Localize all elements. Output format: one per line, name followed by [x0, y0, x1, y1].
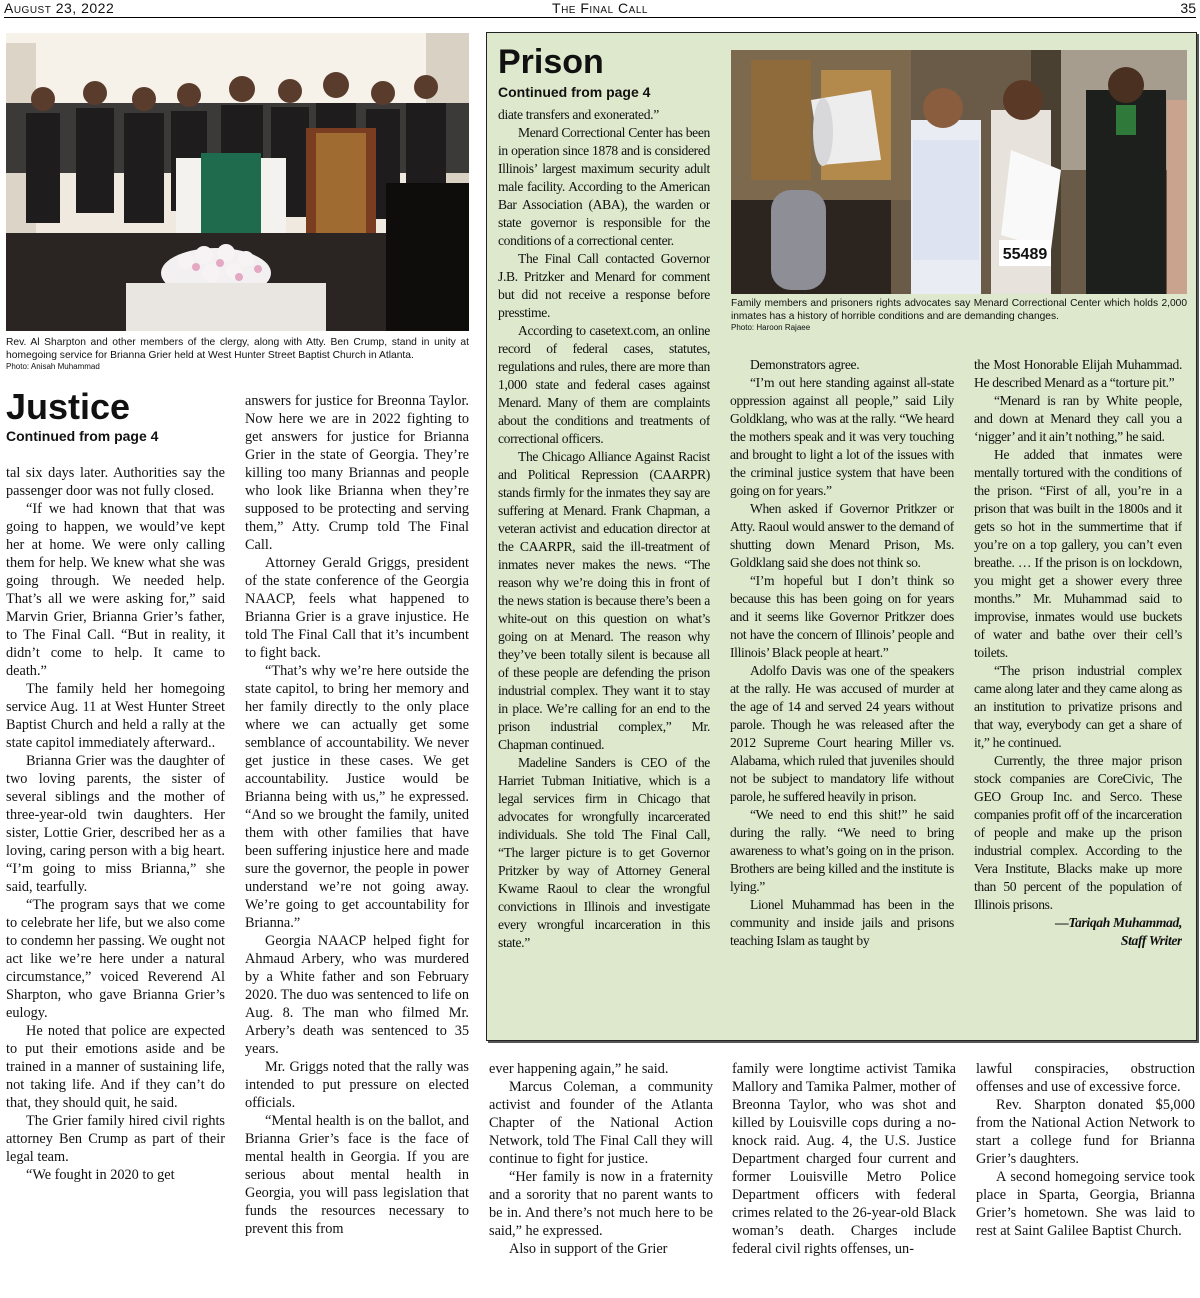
prison-headline: Prison: [498, 43, 604, 81]
author-signoff: [974, 914, 1182, 950]
justice-headline: Justice: [6, 386, 131, 427]
page-header: [4, 0, 1196, 18]
paragraph: The family held her homegoing service Aug. 11 at West Hunter Street Baptist Church and held a rally at the state capitol immediately afterward..: [6, 681, 225, 751]
justice-column-5: [976, 1060, 1195, 1296]
paragraph: The Final Call contacted Governor J.B. Pritzker and Menard for comment but did not receive a response before presstime.: [498, 251, 710, 320]
paragraph: “Her family is now in a fraternity and a sorority that no parent wants to be in. And there’s not much here to be said,” he expressed.: [489, 1169, 713, 1239]
paragraph: A second homegoing service took place in Sparta, Georgia, Brianna Grier’s hometown. She was laid to rest at Saint Galilee Baptist Church.: [976, 1169, 1195, 1239]
rally-image: [731, 50, 1187, 294]
justice-column-4: [732, 1060, 956, 1296]
paragraph: Lionel Muhammad has been in the community and inside jails and prisons teaching Islam as taught by: [730, 897, 954, 948]
paragraph: Marcus Coleman, a community activist and founder of the Atlanta Chapter of the National Action Network, told The Final Call they will continue to fight for justice.: [489, 1079, 713, 1167]
paragraph: Demonstrators agree.: [750, 357, 860, 372]
author-title: Staff Writer: [1120, 933, 1182, 948]
paragraph: Currently, the three major prison stock companies are CoreCivic, The GEO Group Inc. and Serco. These companies profit off of the incarceration of people and make up the prison industrial complex. According to the Vera Institute, Blacks make up more than 50 percent of the population of Illinois prisons.: [974, 753, 1182, 912]
justice-subhead: Continued from page 4: [6, 428, 159, 444]
photo-credit: Photo: Anisah Muhammad: [6, 362, 100, 371]
issue-date: August 23, 2022: [4, 0, 115, 16]
paragraph: Menard Correctional Center has been in operation since 1878 and is considered Illinois’ largest maximum security adult male facility. According to the American Bar Association (ABA), the warden or state governor is responsible for the conditions of a correctional center.: [498, 125, 710, 248]
paragraph: Also in support of the Grier: [509, 1241, 668, 1257]
page-number: 35: [1180, 0, 1196, 16]
homegoing-photo-caption: [6, 336, 469, 372]
paragraph: “Menard is ran by White people, and down at Menard they call you a ‘nigger’ and it ain’t nothing,” he said.: [974, 393, 1182, 444]
paragraph: lawful conspiracies, obstruction offenses and use of excessive force.: [976, 1061, 1195, 1095]
rally-photo: [731, 50, 1187, 294]
photo-credit: Photo: Haroon Rajaee: [731, 323, 811, 332]
prison-column-1: [498, 106, 710, 1026]
prison-column-3: [974, 356, 1182, 1026]
paragraph: “We fought in 2020 to get: [26, 1167, 175, 1183]
paragraph: Madeline Sanders is CEO of the Harriet Tubman Initiative, which is a legal services firm in Chicago that advocates for wrongfully incarcerated individuals. She told The Final Call, “The larger picture is to get Governor Pritzker by way of Attorney General Kwame Raoul to clear the wrongful convictions in Illinois and investigate every wrongful incarceration in this state.”: [498, 755, 710, 950]
paper-name: The Final Call: [552, 0, 648, 16]
paragraph: the Most Honorable Elijah Muhammad. He described Menard as a “torture pit.”: [974, 357, 1182, 390]
paragraph: Mr. Griggs noted that the rally was intended to put pressure on elected officials.: [245, 1059, 469, 1111]
paragraph: “That’s why we’re here outside the state capitol, to bring her memory and her family directly to the only place where we can actually get some semblance of accountability. We never get justice in these cases. We get accountability. Justice would be Brianna being with us,” he expressed. “And so we brought the family, united them with other families that have been suffering injustice here and made sure the governor, the people in power understand we’re not going away. We’re going to get accountability for Brianna.”: [245, 663, 469, 931]
homegoing-service-image: [6, 33, 469, 331]
paragraph: “Mental health is on the ballot, and Brianna Grier’s face is the face of mental health in Georgia. If you are serious about mental health in Georgia, you will pass legislation that funds the resources necessary to prevent this from: [245, 1113, 469, 1237]
paragraph: “The prison industrial complex came along later and they came along as an institution to privatize prisons and that way, everybody can get a share of it,” he continued.: [974, 663, 1182, 750]
paragraph: “We need to end this shit!” he said during the rally. “We need to bring awareness to what’s going on in the prison. Brothers are being killed and the institute is lying.”: [730, 807, 954, 894]
paragraph: The Chicago Alliance Against Racist and Political Repression (CAARPR) stands firmly for the inmates they say are suffering at Menard. Frank Chapman, a veteran activist and education director at the CAARPR, said the ill-treatment of inmates never makes the news. “The reason why we’re doing this in front of the news station is because there’s been a white-out on this question on what’s going on at Menard. The reason why they’ve been totally silent is because all of these people are defending the prison industrial complex. They want it to stay in place. We’re calling for an end to the prison industrial complex,” Mr. Chapman continued.: [498, 449, 710, 752]
paragraph: He added that inmates were mentally tortured with the conditions of the prison. “First of all, you’re in a prison that was built in the 1800s and it gets so hot in the summertime that if you’re on a top gallery, you can’t even breathe. … If the prison is on lockdown, you might get a shower every three months.” Mr. Muhammad said to improvise, inmates would use buckets of water and bathe over their cell’s toilets.: [974, 447, 1182, 660]
paragraph: The Grier family hired civil rights attorney Ben Crump as part of their legal team.: [6, 1113, 225, 1165]
paragraph: He noted that police are expected to put their emotions aside and be trained in a manner of sustaining life, not taking life. And if they can’t do that, they should quit, he said.: [6, 1023, 225, 1111]
paragraph: diate transfers and exonerated.”: [498, 107, 659, 122]
prisoner-number: 55489: [1002, 246, 1048, 263]
paragraph: “I’m out here standing against all-state oppression against all people,” said Lily Goldklang, who was at the rally. “We heard the mothers speak and it was very touching and brought to light a lot of the issues with the criminal justice system that have been going on for years.”: [730, 375, 954, 498]
photo-caption-text: Family members and prisoners rights advocates say Menard Correctional Center which holds 2,000 inmates has a history of horrible conditions and are demanding changes.: [731, 298, 1187, 322]
rally-photo-caption: [731, 297, 1187, 333]
justice-column-3: [489, 1060, 713, 1296]
paragraph: Adolfo Davis was one of the speakers at the rally. He was accused of murder at the age of 14 and served 24 years without parole. Though he was released after the 2012 Supreme Court hearing Miller vs. Alabama, which ruled that juveniles should not be subject to mandatory life without parole, he suffered heavily in prison.: [730, 663, 954, 804]
paragraph: tal six days later. Authorities say the passenger door was not fully closed.: [6, 465, 225, 499]
paragraph: “If we had known that that was going to happen, we would’ve kept her at home. We were only calling them for help. We knew what she was going through. We needed help. That’s all we were asking for,” said Marvin Grier, Brianna Grier’s father, to The Final Call. “But in reality, it didn’t come to help. It came to death.”: [6, 501, 225, 679]
paragraph: Brianna Grier was the daughter of two loving parents, the sister of several siblings and the mother of three-year-old twin daughters. Her sister, Lottie Grier, described her as a loving, caring person with a big heart. “I’m going to miss Brianna,” she said, tearfully.: [6, 753, 225, 895]
paragraph: According to casetext.com, an online record of federal cases, statutes, regulations and rules, there are more than 1,000 state and federal cases against Menard. Many of them are complaints about the conditions and treatments of correctional officers.: [498, 323, 710, 446]
paragraph: Rev. Sharpton donated $5,000 from the National Action Network to start a college fund for Brianna Grier’s daughters.: [976, 1097, 1195, 1167]
paragraph: “I’m hopeful but I don’t think so because this has been going on for years and it seems like Governor Pritkzer does not have the concern of Illinois’ people and Illinois’ Black people at heart.”: [730, 573, 954, 660]
paragraph: When asked if Governor Pritkzer or Atty. Raoul would answer to the demand of shutting down Menard Prison, Ms. Goldklang said she does not think so.: [730, 501, 954, 570]
homegoing-service-photo: [6, 33, 469, 331]
prison-column-2: [730, 356, 954, 1026]
paragraph: Georgia NAACP helped fight for Ahmaud Arbery, who was murdered by a White father and son February 2020. The duo was sentenced to life on Aug. 8. The man who filmed Mr. Arbery’s death was sentenced to 35 years.: [245, 933, 469, 1057]
justice-column-1: [6, 464, 225, 1296]
photo-caption-text: Rev. Al Sharpton and other members of the clergy, along with Atty. Ben Crump, stand in unity at homegoing service for Brianna Grier held at West Hunter Street Baptist Church in Atlanta.: [6, 337, 469, 361]
paragraph: “The program says that we come to celebrate her life, but we also come to condemn her passing. We ought not act like we’re here under a natural circumstance,” voiced Reverend Al Sharpton, who gave Brianna Grier’s eulogy.: [6, 897, 225, 1021]
paragraph: Attorney Gerald Griggs, president of the state conference of the Georgia NAACP, feels what happened to Brianna Grier is a grave injustice. He told The Final Call that it’s incumbent to fight back.: [245, 555, 469, 661]
author-name: —Tariqah Muhammad,: [1055, 915, 1182, 930]
justice-column-2: [245, 392, 469, 1296]
prison-subhead: Continued from page 4: [498, 84, 651, 100]
paragraph: family were longtime activist Tamika Mallory and Tamika Palmer, mother of Breonna Taylor, who was shot and killed by Louisville cops during a no-knock raid. Aug. 4, the U.S. Justice Department charged four current and former Louisville Metro Police Department officers with federal crimes related to the 26-year-old Black woman’s death. Charges include federal civil rights offenses, un-: [732, 1061, 956, 1257]
paragraph: answers for justice for Breonna Taylor. Now here we are in 2022 fighting to get answers for justice for Brianna Grier in the state of Georgia. They’re killing too many Briannas and people who look like Brianna when they’re supposed to be protecting and serving them,” Atty. Crump told The Final Call.: [245, 393, 469, 553]
paragraph: ever happening again,” he said.: [489, 1061, 669, 1077]
